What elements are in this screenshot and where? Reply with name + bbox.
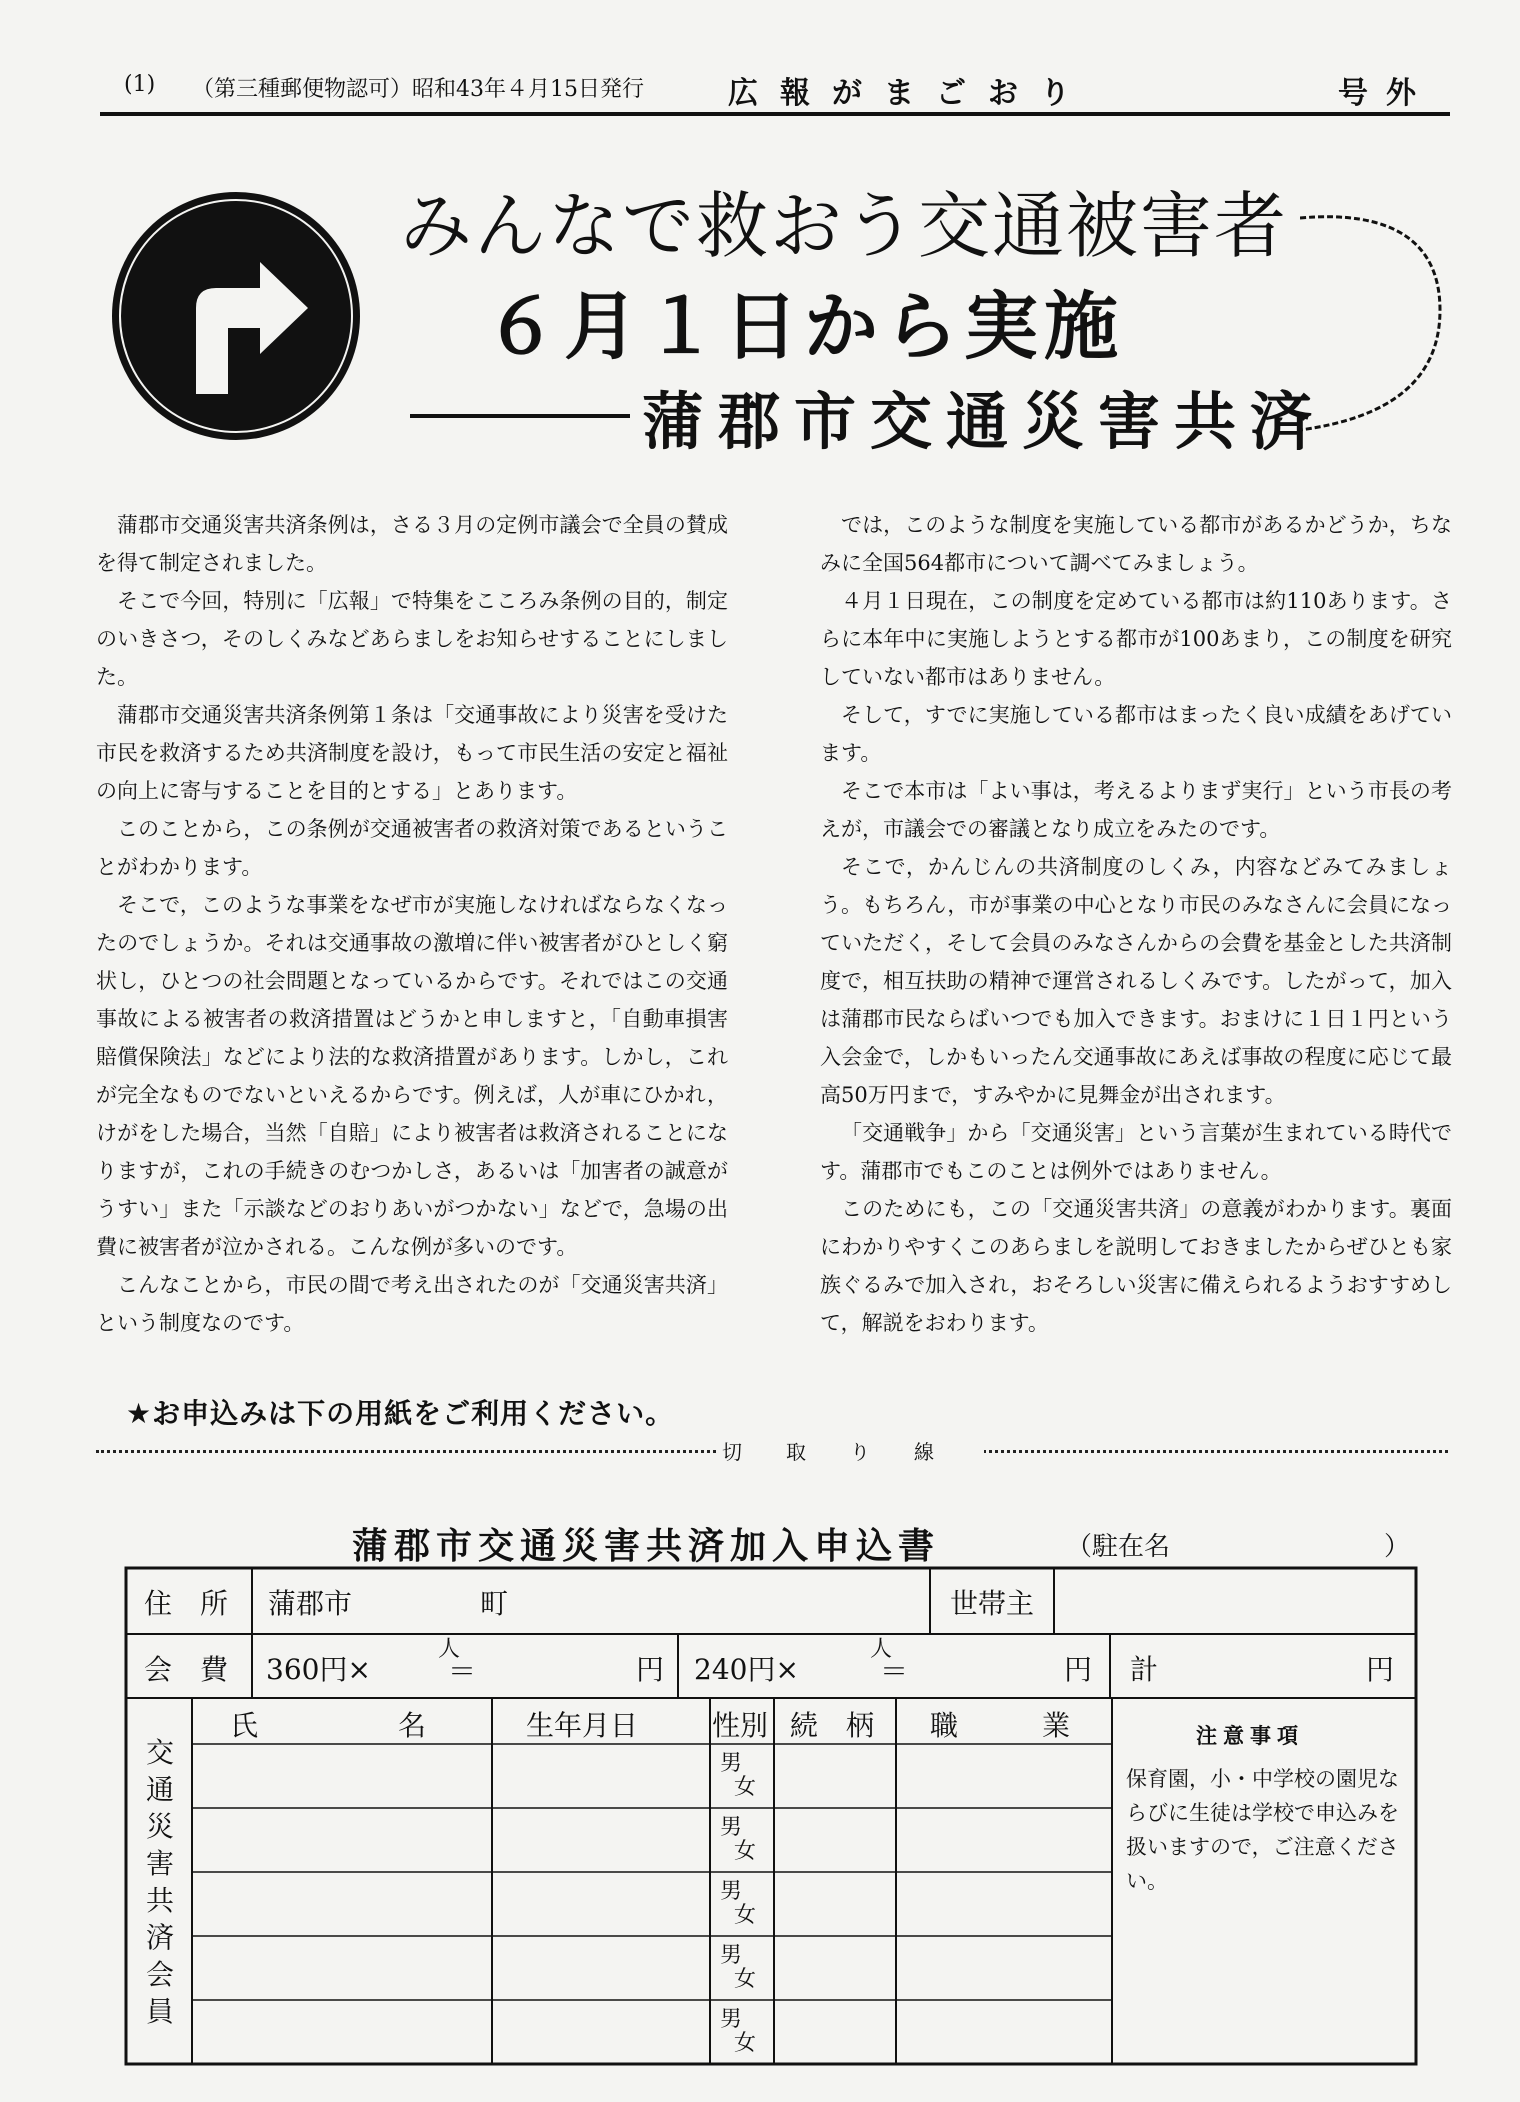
fee-adult-person-unit: 人	[438, 1637, 461, 1662]
column-name-header: 氏 名	[230, 1709, 427, 1742]
article-paragraph: 蒲郡市交通災害共済条例は，さる３月の定例市議会で全員の賛成を得て制定されました。	[96, 513, 728, 575]
female-option[interactable]: 女	[734, 1967, 757, 1992]
fee-total-label: 計	[1130, 1653, 1159, 1686]
article-paragraph: では，このような制度を実施している都市があるかどうか，ちなみに全国564都市について調べてみましょう。	[820, 513, 1452, 575]
member-row-5[interactable]	[194, 2002, 490, 2062]
extra-edition-label: 号外	[1338, 76, 1434, 111]
sex-option-row-2[interactable]	[720, 1816, 756, 1864]
article-paragraph: そこで，このような事業をなぜ市が実施しなければならなくなったのでしょうか。それは交通事故の激増に伴い被害者がひとしく窮状し，ひとつの社会問題となっているからです。それではこの交通事故による被害者の救済措置はどうかと申しますと，「自動車損害賠償保険法」などにより法的な救済措置があります。しかし，これが完全なものでないといえるからです。例えば，人が車にひかれ，けがをした場合，当然「自賠」により被害者は救済されることになりますが，これの手続きのむつかしさ，あるいは「加害者の誠意がうすい」また「示談などのおりあいがつかない」などで，急場の出費に被害者が泣かされる。こんな例が多いのです。	[96, 893, 728, 1259]
fee-adult-equals: ＝	[448, 1655, 477, 1688]
column-occupation-header: 職 業	[930, 1709, 1071, 1742]
fee-child-equals: ＝	[880, 1655, 909, 1688]
article-paragraph: 「交通戦争」から「交通災害」という言葉が生まれている時代です。蒲郡市でもこのことは例外ではありません。	[820, 1121, 1452, 1183]
address-field[interactable]	[256, 1572, 926, 1630]
male-option[interactable]: 男	[720, 1879, 743, 1904]
sex-option-row-4[interactable]	[720, 1944, 756, 1992]
male-option[interactable]: 男	[720, 1943, 743, 1968]
member-row-1[interactable]	[194, 1746, 490, 1806]
female-option[interactable]: 女	[734, 1839, 757, 1864]
application-instruction: ★お申込みは下の用紙をご利用ください。	[126, 1397, 675, 1430]
article-paragraph: ４月１日現在，この制度を定めている都市は約110あります。さらに本年中に実施しようとする都市が100あまり，この制度を研究していない都市はありません。	[820, 589, 1452, 689]
fee-child-amount-field[interactable]	[920, 1640, 1060, 1692]
member-row-2[interactable]	[194, 1810, 490, 1870]
column-relationship-header: 続 柄	[790, 1709, 875, 1742]
station-name-label[interactable]: （駐在名	[1066, 1532, 1171, 1562]
column-sex-header: 性別	[712, 1709, 769, 1742]
member-row-4[interactable]	[194, 1938, 490, 1998]
publication-info: （第三種郵便物認可）昭和43年４月15日発行	[192, 77, 644, 102]
cut-line-label: 切取り線	[716, 1436, 984, 1465]
fee-total-yen: 円	[1366, 1653, 1395, 1686]
fee-label: 会 費	[144, 1653, 229, 1686]
member-row-3[interactable]	[194, 1874, 490, 1934]
notice-text: 保育園，小・中学校の園児ならびに生徒は学校で申込みを扱いますので，ご注意ください。	[1126, 1767, 1399, 1893]
fee-child-count-field[interactable]	[814, 1640, 870, 1692]
address-label: 住 所	[144, 1587, 229, 1620]
sex-option-row-5[interactable]	[720, 2008, 756, 2056]
issue-number: (1)	[124, 72, 156, 97]
article-paragraph: そこで，かんじんの共済制度のしくみ，内容などみてみましょう。もちろん，市が事業の中心となり市民のみなさんに会員になっていただく，そして会員のみなさんからの会費を基金とした共済制度で，相互扶助の精神で運営されるしくみです。したがって，加入は蒲郡市民ならばいつでも加入できます。おまけに１日１円という入会金で，しかもいったん交通事故にあえば事故の程度に応じて最高50万円まで，すみやかに見舞金が出されます。	[820, 855, 1452, 1107]
fee-child-rate: 240円×	[694, 1653, 799, 1686]
fee-adult-yen: 円	[636, 1653, 665, 1686]
female-option[interactable]: 女	[734, 1775, 757, 1800]
station-name-close: ）	[1384, 1532, 1411, 1562]
male-option[interactable]: 男	[720, 2007, 743, 2032]
headline-date: ６月１日から実施	[484, 284, 1124, 370]
sex-option-row-3[interactable]	[720, 1880, 756, 1928]
article-paragraph: そこで本市は「よい事は，考えるよりまず実行」という市長の考えが，市議会での審議となり成立をみたのです。	[820, 779, 1452, 841]
fee-adult-amount-field[interactable]	[490, 1640, 630, 1692]
sex-option-row-1[interactable]	[720, 1752, 756, 1800]
headline-program: 蒲郡市交通災害共済	[642, 385, 1327, 458]
fee-child-person-unit: 人	[870, 1637, 893, 1662]
article-paragraph: そして，すでに実施している都市はまったく良い成績をあげています。	[820, 703, 1452, 765]
female-option[interactable]: 女	[734, 2031, 757, 2056]
headline-main: みんなで救おう交通被害者	[400, 184, 1289, 268]
household-head-field[interactable]	[1058, 1572, 1412, 1630]
notice-title: 注意事項	[1196, 1724, 1304, 1748]
household-head-label: 世帯主	[950, 1587, 1035, 1620]
column-birthdate-header: 生年月日	[526, 1709, 639, 1742]
male-option[interactable]: 男	[720, 1751, 743, 1776]
fee-total-field[interactable]	[1170, 1640, 1360, 1692]
form-title: 蒲郡市交通災害共済加入申込書	[352, 1526, 941, 1567]
fee-adult-count-field[interactable]	[384, 1640, 440, 1692]
article-paragraph: そこで今回，特別に「広報」で特集をこころみ条例の目的，制定のいきさつ，そのしくみなどあらましをお知らせすることにしました。	[96, 589, 728, 689]
newsletter-title: 広報がまごおり	[728, 76, 1092, 111]
male-option[interactable]: 男	[720, 1815, 743, 1840]
address-town: 町	[480, 1587, 509, 1620]
address-city: 蒲郡市	[268, 1587, 353, 1620]
article-paragraph: このためにも，この「交通災害共済」の意義がわかります。裏面にわかりやすくこのあらましを説明しておきましたからぜひとも家族ぐるみで加入され，おそろしい災害に備えられるようおすすめして，解説をおわります。	[820, 1197, 1452, 1335]
fee-adult-rate: 360円×	[266, 1653, 371, 1686]
female-option[interactable]: 女	[734, 1903, 757, 1928]
article-paragraph: 蒲郡市交通災害共済条例第１条は「交通事故により災害を受けた市民を救済するため共済制度を設け，もって市民生活の安定と福祉の向上に寄与することを目的とする」とあります。	[96, 703, 728, 803]
member-section-label: 交通災害共済会員	[145, 1736, 174, 2028]
article-paragraph: このことから，この条例が交通被害者の救済対策であるということがわかります。	[96, 817, 728, 879]
article-paragraph: こんなことから，市民の間で考え出されたのが「交通災害共済」という制度なのです。	[96, 1273, 728, 1335]
fee-child-yen: 円	[1064, 1653, 1093, 1686]
